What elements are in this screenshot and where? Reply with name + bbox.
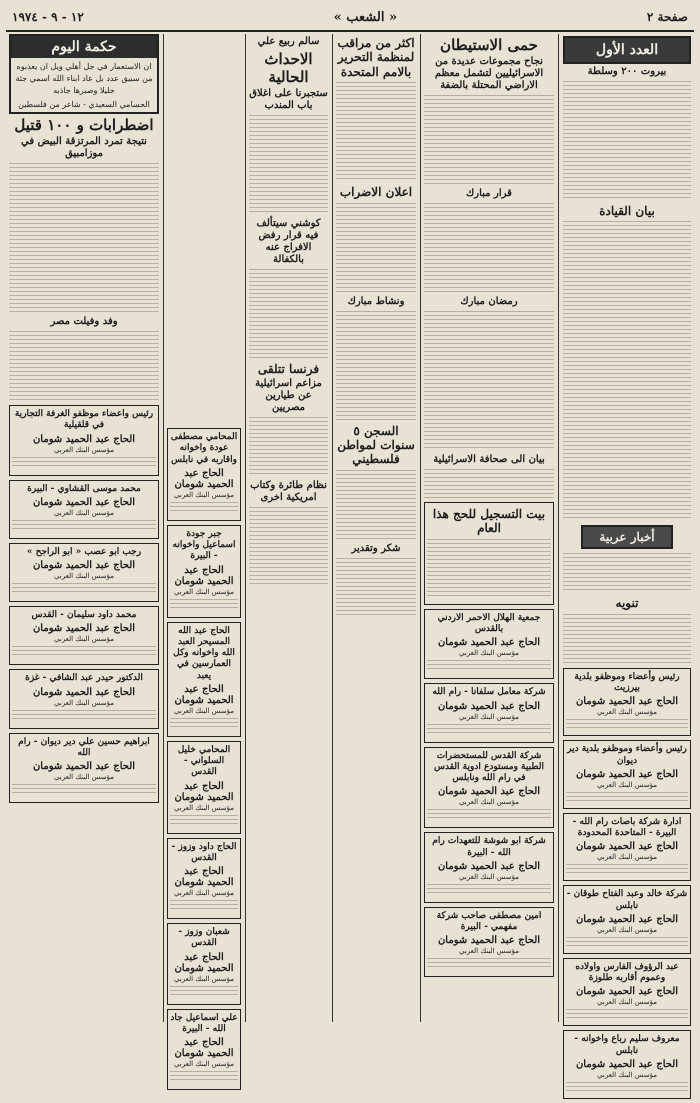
article-text [563, 221, 691, 521]
article-text [249, 507, 328, 587]
condolence-notice: الحاج عبد الله المسيحر العبد الله واخوانه وكل العمارسين في يعبد الحاج عبد الحميد شومان مؤسس البنك العربي [167, 622, 241, 737]
headline: فرنسا تتلقى [257, 362, 320, 376]
condolence-notice: ادارة شركة باصات رام الله - البيرة - المتاحدة المحدودة الحاج عبد الحميد شومان مؤسس البنك العربي [563, 813, 691, 882]
headline: بيان الى صحافة الاسرائيلية [433, 454, 545, 465]
issue-date: ١٢ - ٩ - ١٩٧٤ [12, 10, 84, 24]
subheadline: نجاح مجموعات عديدة من الاسرائيليين لتشمل معظم الاراضي المحتلة بالضفة [434, 56, 544, 91]
article-text [424, 469, 554, 499]
newspaper-name: « الشعب » [333, 9, 398, 25]
condolence-notice: امين مصطفى صاحب شركة مفهمي - البيرة الحاج عبد الحميد شومان مؤسس البنك العربي [424, 907, 554, 978]
article-text [336, 82, 416, 182]
headline: مزاعم اسرائيلية عن طيارين مصريين [255, 378, 322, 414]
headline: السجن ٥ سنوات لمواطن فلسطيني [337, 423, 415, 467]
condolence-notice: ابراهيم حسين علي دير ديوان - رام الله الحاج عبد الحميد شومان مؤسس البنك العربي [9, 733, 159, 804]
section-logo: العدد الأول [563, 36, 691, 64]
column-6 [6, 34, 162, 807]
subheadline: ستجبرنا على اغلاق باب المندب [249, 88, 328, 111]
quote-author: الحسامي السعيدي - شاعر من فلسطين [18, 100, 150, 109]
column-rule [558, 34, 559, 1022]
column-1 [560, 34, 694, 1103]
condolence-notice: شركة ابو شوشة للتعهدات رام الله - البيرة الحاج عبد الحميد شومان مؤسس البنك العربي [424, 832, 554, 903]
column-2 [421, 34, 557, 981]
condolence-notice: شعبان وزوز - القدس الحاج عبد الحميد شومان مؤسس البنك العربي [167, 923, 241, 1005]
headline: بيان القيادة [599, 204, 655, 218]
article-text [563, 81, 691, 201]
quote-text: ان الاستعمار في جل أهلي ويل ان يعذبوه من سبيق عدد بل عاد ابناء الله اسمي جئة جليلا وصبرها جاذبه [15, 62, 153, 95]
condolence-notice: رئيس وأعضاء وموظفو بلدية دير ديوان الحاج عبد الحميد شومان مؤسس البنك العربي [563, 740, 691, 809]
condolence-notice: علي اسماعيل جاد الله - البيرة الحاج عبد الحميد شومان مؤسس البنك العربي [167, 1009, 241, 1091]
condolence-notice: شركة معامل سلفانا - رام الله الحاج عبد الحميد شومان مؤسس البنك العربي [424, 683, 554, 742]
article-text [336, 470, 416, 540]
headline: اكثر من مراقب لمنظمة التحرير بالامم المتحدة [337, 36, 415, 79]
condolence-notice: محمد داود سليمان - القدس الحاج عبد الحميد شومان مؤسس البنك العربي [9, 606, 159, 665]
column-4 [246, 34, 331, 590]
article-text [424, 95, 554, 185]
page-number: صفحة ٢ [646, 10, 688, 24]
condolence-notice: عبد الرؤوف الفارس واولاده وعموم أقاربه طلوزة الحاج عبد الحميد شومان مؤسس البنك العربي [563, 958, 691, 1027]
headline: شكر وتقدير [351, 542, 401, 554]
section-logo: أخبار عربية [581, 525, 673, 549]
condolence-notice: معروف سليم رباع واخوانه - نابلس الحاج عبد الحميد شومان مؤسس البنك العربي [563, 1030, 691, 1099]
condolence-notice: محمد موسى القشاوي - البيرة الحاج عبد الحميد شومان مؤسس البنك العربي [9, 480, 159, 539]
condolence-notice: الدكتور حيدر عبد الشافي - غزة الحاج عبد الحميد شومان مؤسس البنك العربي [9, 669, 159, 728]
condolence-notice: الحاج داود وزوز - القدس الحاج عبد الحميد شومان مؤسس البنك العربي [167, 838, 241, 920]
condolence-notice: شركة خالد وعبد الفتاح طوقان - نابلس الحاج عبد الحميد شومان مؤسس البنك العربي [563, 885, 691, 954]
article-text [336, 558, 416, 618]
headline: بيت التسجيل للحج هذا العام [432, 507, 546, 536]
headline: نظام طائرة وكتاب امريكية اخرى [250, 480, 327, 504]
headline: قرار مبارك [466, 188, 512, 199]
headline: كوشني سيتألف فيه قرار رفض الافراج عنه بالكفالة [256, 218, 321, 265]
article-text [9, 331, 159, 401]
article-text [563, 614, 691, 664]
article-text [249, 417, 328, 477]
condolence-notice: جمعية الهلال الاحمر الاردني بالقدس الحاج عبد الحميد شومان مؤسس البنك العربي [424, 609, 554, 680]
quote-box [9, 34, 159, 114]
headline: بيروت ٢٠٠ وسلطة [587, 66, 667, 77]
condolence-notice: رئيس واعضاء موظفو الغرفة التجارية في قلقيلية الحاج عبد الحميد شومان مؤسس البنك العربي [9, 405, 159, 476]
article-text [563, 553, 691, 593]
subheadline: نتيجة تمرد المرتزقة البيض في موزامبيق [21, 136, 147, 159]
condolence-notice: المحامي خليل السلواني - القدس الحاج عبد الحميد شومان مؤسس البنك العربي [167, 741, 241, 834]
masthead [6, 4, 694, 32]
boxed-item [424, 502, 554, 605]
headline: اضطرابات و ١٠٠ قتيل [14, 116, 154, 134]
headline: وفد وفيلت مصر [50, 316, 118, 327]
headline: سالم ربيع علي [257, 36, 320, 47]
headline: الاحداث الحالية [264, 50, 313, 86]
article-text [336, 311, 416, 421]
article-text [9, 163, 159, 313]
article-text [336, 203, 416, 293]
headline: ونشاط مبارك [347, 295, 405, 307]
headline: اعلان الاضراب [339, 185, 413, 200]
condolence-notice: شركة القدس للمستحضرات الطبية ومستودع ادوية القدس في رام الله ونابلس الحاج عبد الحميد شومان مؤسس البنك العربي [424, 747, 554, 829]
condolence-notice: جبر جودة اسماعيل واخوانه - البيرة الحاج عبد الحميد شومان مؤسس البنك العربي [167, 525, 241, 618]
headline: رمضان مبارك [460, 296, 518, 307]
condolence-notice: رجب ابو عصب « ابو الراجح » الحاج عبد الحميد شومان مؤسس البنك العربي [9, 543, 159, 602]
condolence-notice: المحامي مصطفى عودة واخوانه واقاربه في نابلس الحاج عبد الحميد شومان مؤسس البنك العربي [167, 428, 241, 521]
article-text [424, 311, 554, 451]
quote-title: حكمة اليوم [11, 36, 157, 58]
condolence-notice: رئيس وأعضاء وموظفو بلدية بيرزيت الحاج عبد الحميد شومان مؤسس البنك العربي [563, 668, 691, 737]
article-text [424, 203, 554, 293]
headline: تنويه [615, 596, 639, 611]
column-5 [164, 424, 244, 1094]
headline: حمى الاستيطان [440, 36, 538, 54]
article-text [249, 115, 328, 215]
column-3 [333, 34, 419, 621]
article-text [249, 269, 328, 359]
